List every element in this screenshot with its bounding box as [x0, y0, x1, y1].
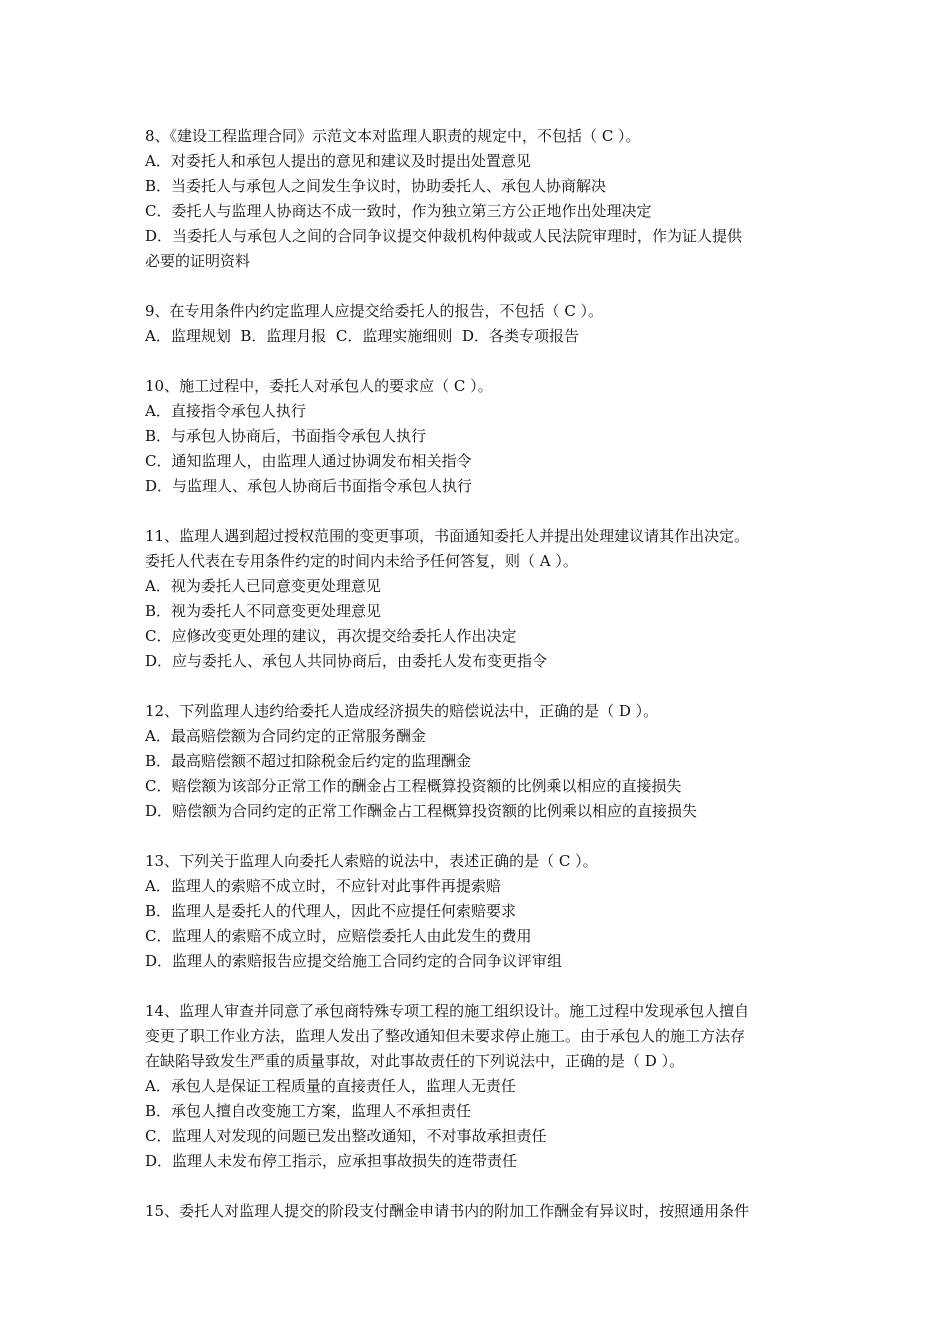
- question-13-stem: 13、下列关于监理人向委托人索赔的说法中，表述正确的是（ C ）。: [145, 852, 598, 870]
- question-11-option-a: A．视为委托人已同意变更处理意见: [145, 577, 381, 595]
- question-12: [145, 699, 815, 824]
- question-12-option-a: A．最高赔偿额为合同约定的正常服务酬金: [145, 727, 426, 745]
- question-10: [145, 374, 815, 499]
- question-8-stem: 8、《建设工程监理合同》示范文本对监理人职责的规定中，不包括（ C ）。: [145, 127, 641, 145]
- question-14-option-b: B．承包人擅自改变施工方案，监理人不承担责任: [145, 1102, 472, 1120]
- question-12-option-c: C．赔偿额为该部分正常工作的酬金占工程概算投资额的比例乘以相应的直接损失: [145, 777, 682, 795]
- question-14-stem-line-2: 变更了职工作业方法，监理人发出了整改通知但未要求停止施工。由于承包人的施工方法存: [145, 1027, 746, 1045]
- question-14-option-c: C．监理人对发现的问题已发出整改通知，不对事故承担责任: [145, 1127, 547, 1145]
- question-13-option-c: C．监理人的索赔不成立时，应赔偿委托人由此发生的费用: [145, 927, 532, 945]
- question-9: [145, 299, 815, 349]
- question-14-stem-line-3: 在缺陷导致发生严重的质量事故，对此事故责任的下列说法中，正确的是（ D ）。: [145, 1052, 685, 1070]
- question-11-stem-line-1: 11、监理人遇到超过授权范围的变更事项，书面通知委托人并提出处理建议请其作出决定。: [145, 527, 750, 545]
- question-8-option-b: B．当委托人与承包人之间发生争议时，协助委托人、承包人协商解决: [145, 177, 607, 195]
- question-list: [145, 124, 815, 1249]
- question-11-option-c: C．应修改变更处理的建议，再次提交给委托人作出决定: [145, 627, 517, 645]
- question-11-stem-line-2: 委托人代表在专用条件约定的时间内未给予任何答复，则（ A ）。: [145, 552, 578, 570]
- question-13: [145, 849, 815, 974]
- question-10-option-b: B．与承包人协商后，书面指令承包人执行: [145, 427, 427, 445]
- question-8: [145, 124, 815, 274]
- question-10-stem: 10、施工过程中，委托人对承包人的要求应（ C ）。: [145, 377, 493, 395]
- question-14-option-d: D．监理人未发布停工指示，应承担事故损失的连带责任: [145, 1152, 518, 1170]
- question-10-option-c: C．通知监理人，由监理人通过协调发布相关指令: [145, 452, 472, 470]
- question-10-option-a: A．直接指令承包人执行: [145, 402, 306, 420]
- question-9-stem: 9、在专用条件内约定监理人应提交给委托人的报告，不包括（ C ）。: [145, 302, 604, 320]
- question-11-option-b: B．视为委托人不同意变更处理意见: [145, 602, 382, 620]
- question-11: [145, 524, 815, 674]
- question-9-options: A．监理规划 B．监理月报 C．监理实施细则 D．各类专项报告: [145, 327, 579, 345]
- question-8-option-a: A．对委托人和承包人提出的意见和建议及时提出处置意见: [145, 152, 531, 170]
- question-15: [145, 1199, 815, 1224]
- question-13-option-b: B．监理人是委托人的代理人，因此不应提任何索赔要求: [145, 902, 517, 920]
- question-12-stem: 12、下列监理人违约给委托人造成经济损失的赔偿说法中，正确的是（ D ）。: [145, 702, 659, 720]
- question-15-stem: 15、委托人对监理人提交的阶段支付酬金申请书内的附加工作酬金有异议时，按照通用条件: [145, 1202, 750, 1220]
- question-13-option-d: D．监理人的索赔报告应提交给施工合同约定的合同争议评审组: [145, 952, 563, 970]
- question-13-option-a: A．监理人的索赔不成立时，不应针对此事件再提索赔: [145, 877, 501, 895]
- question-8-option-c: C．委托人与监理人协商达不成一致时，作为独立第三方公正地作出处理决定: [145, 202, 652, 220]
- question-12-option-b: B．最高赔偿额不超过扣除税金后约定的监理酬金: [145, 752, 472, 770]
- question-14: [145, 999, 815, 1174]
- question-14-stem-line-1: 14、监理人审查并同意了承包商特殊专项工程的施工组织设计。施工过程中发现承包人擅自: [145, 1002, 750, 1020]
- question-8-option-d: D．当委托人与承包人之间的合同争议提交仲裁机构仲裁或人民法院审理时，作为证人提供: [145, 227, 743, 245]
- question-11-option-d: D．应与委托人、承包人共同协商后，由委托人发布变更指令: [145, 652, 548, 670]
- question-14-option-a: A．承包人是保证工程质量的直接责任人，监理人无责任: [145, 1077, 516, 1095]
- question-10-option-d: D．与监理人、承包人协商后书面指令承包人执行: [145, 477, 473, 495]
- question-12-option-d: D．赔偿额为合同约定的正常工作酬金占工程概算投资额的比例乘以相应的直接损失: [145, 802, 698, 820]
- question-8-option-d-continued: 必要的证明资料: [145, 252, 251, 270]
